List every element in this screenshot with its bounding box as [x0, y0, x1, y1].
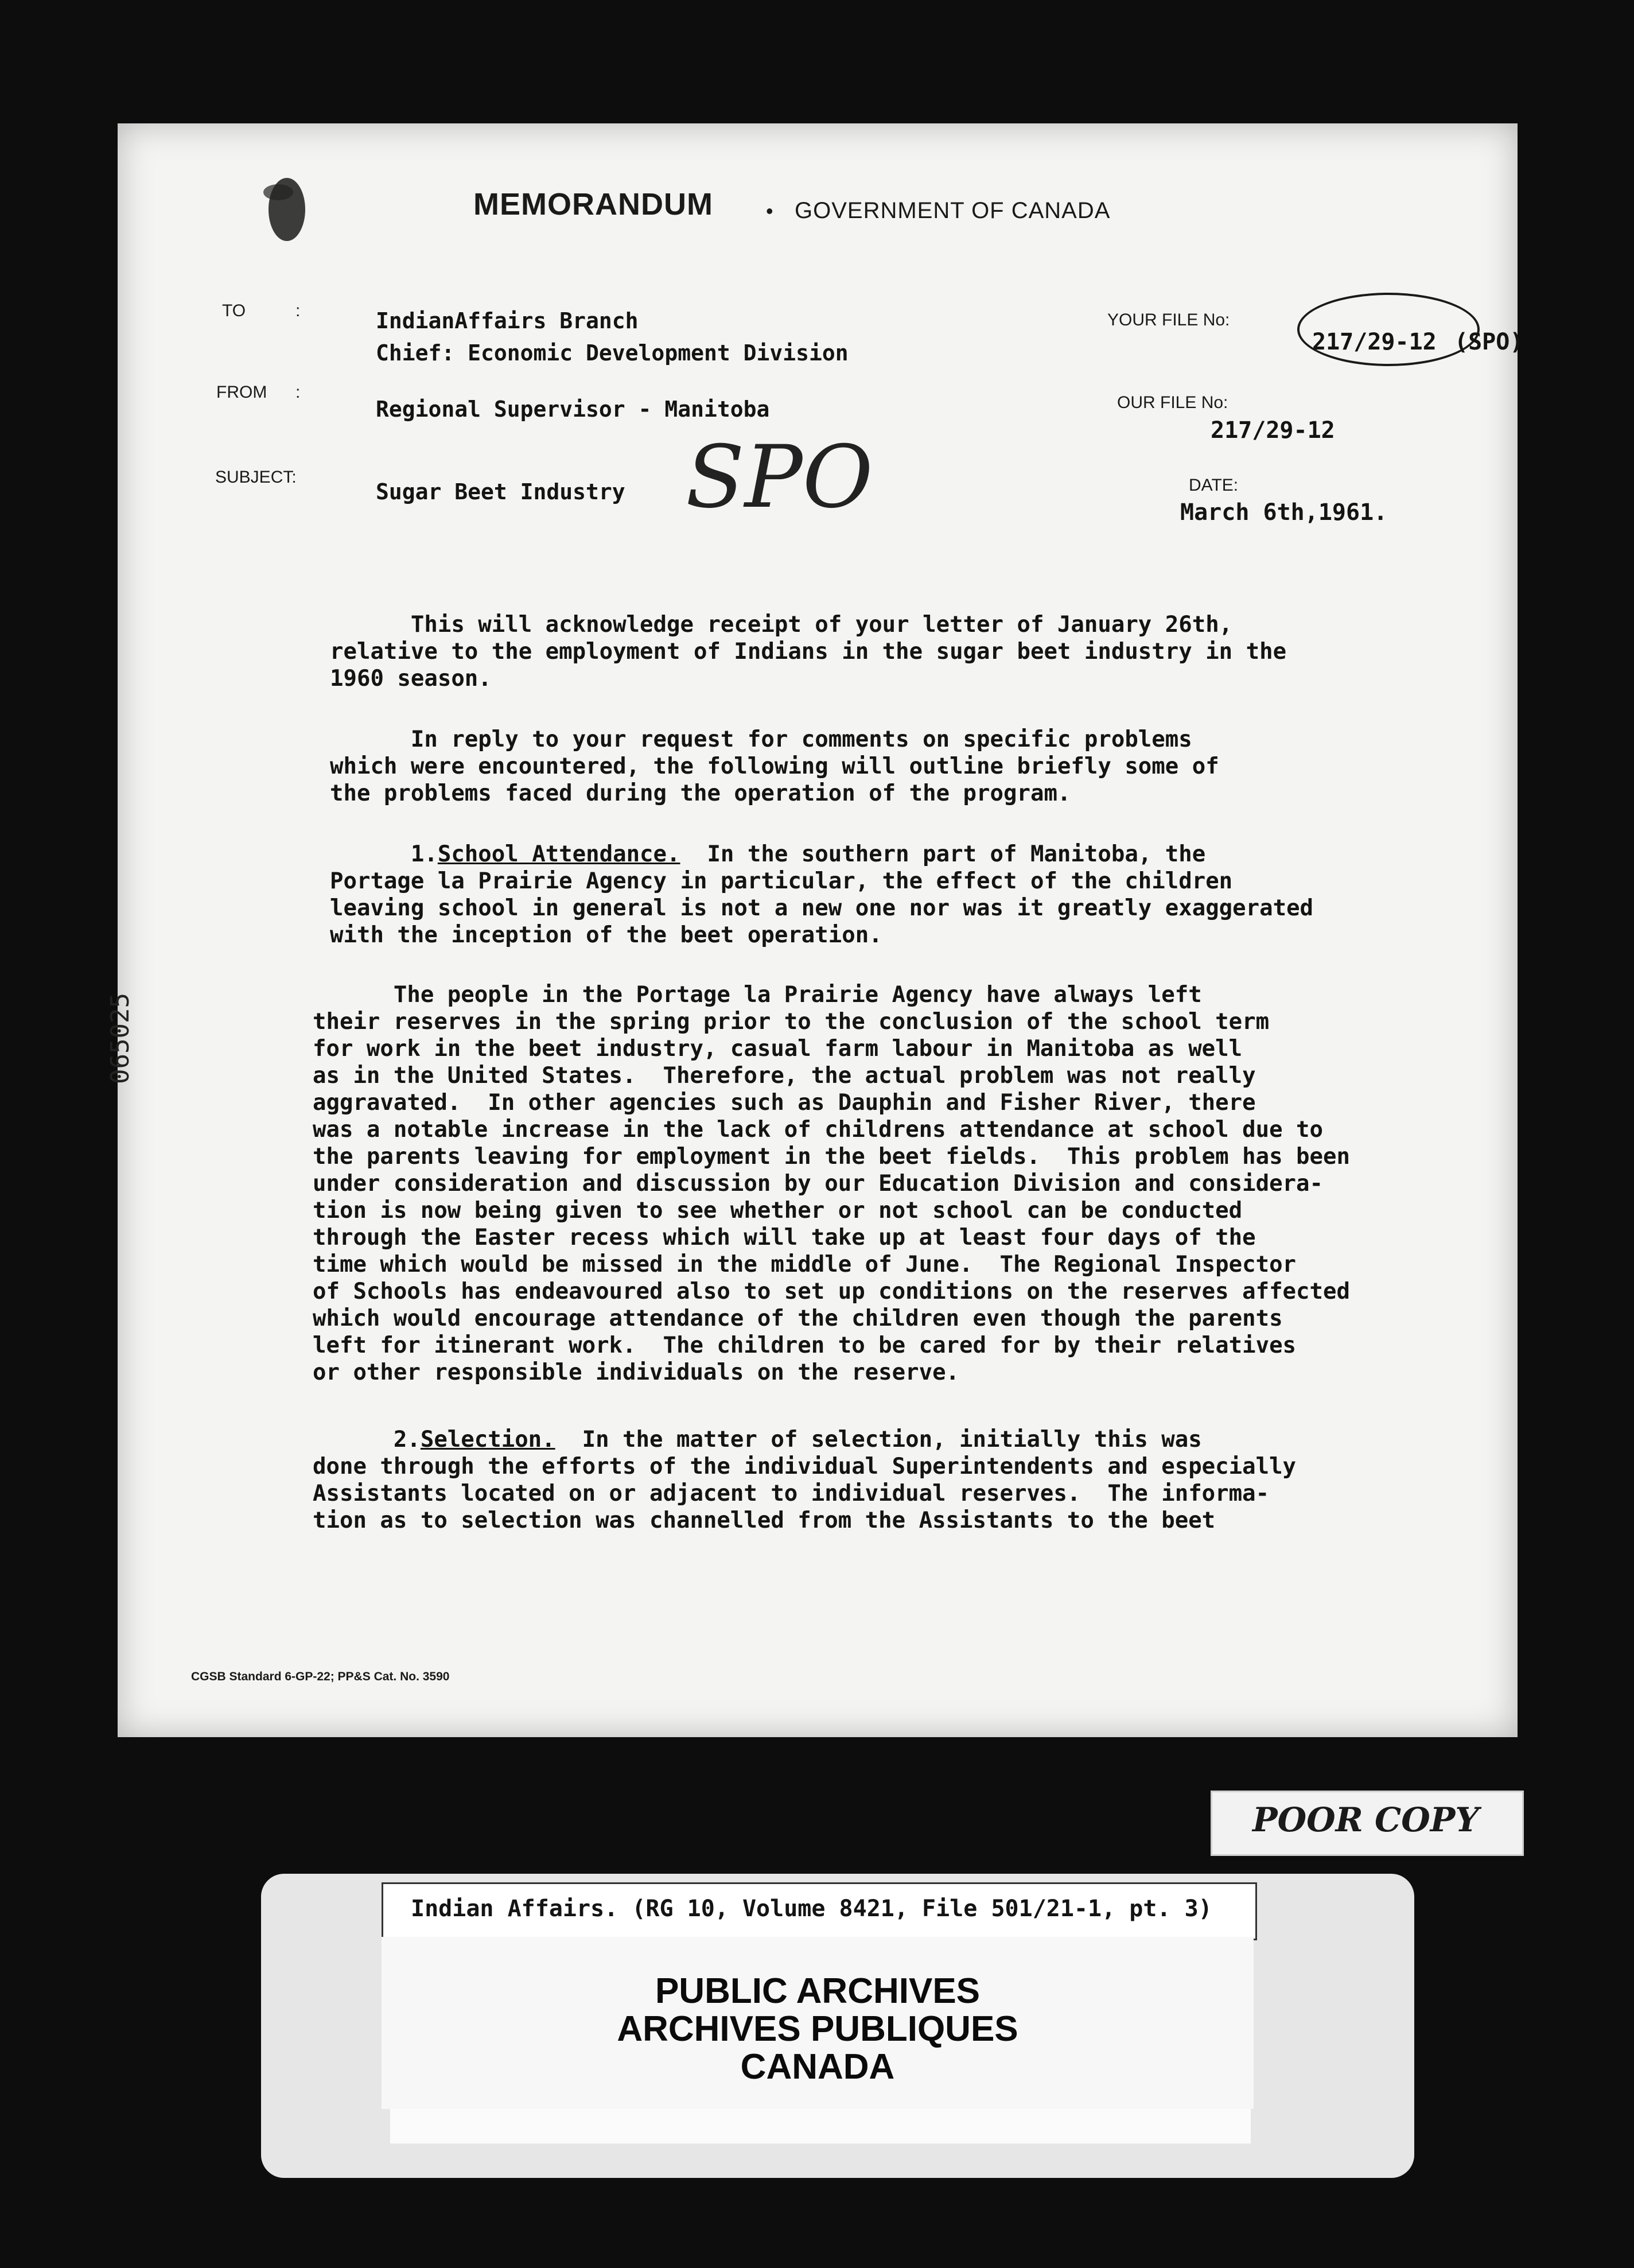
subject-value: Sugar Beet Industry — [376, 479, 625, 504]
title-separator: • — [766, 199, 773, 223]
margin-stamp-number — [92, 993, 135, 1105]
paragraph-acknowledgement: This will acknowledge receipt of your letter of January 26th, relative to the employment of Indians in the sugar beet industry in the 1960 season. — [330, 612, 1287, 692]
your-file-label: YOUR FILE No: — [1107, 310, 1230, 329]
to-line-2: Chief: Economic Development Division — [376, 340, 849, 366]
handwritten-spo: SPO — [686, 428, 873, 527]
section-1-first-line: In the southern part of Manitoba, the — [680, 841, 1206, 867]
date-label: DATE: — [1189, 476, 1239, 495]
date-value: March 6th,1961. — [1180, 499, 1388, 526]
public-archives-label — [382, 1937, 1254, 2109]
archive-line-2: ARCHIVES PUBLIQUES — [617, 2009, 1018, 2049]
from-colon: : — [295, 383, 301, 402]
section-school-attendance — [330, 841, 1313, 949]
your-file-value: 217/29-12 — [1312, 329, 1437, 355]
label-bottom-strip — [390, 2109, 1251, 2143]
section-heading-selection: Selection. — [420, 1427, 555, 1453]
archive-citation-box — [382, 1882, 1257, 1940]
to-colon: : — [295, 301, 301, 320]
paragraph-portage-agency: The people in the Portage la Prairie Agency have always left their reserves in the spring prior to the conclusion of the school term for work in the beet industry, casual farm labour in Manitoba as well as in the United States. Therefore, the actual problem was not really aggravated. In other agencies such as Dauphin and Fisher River, there was a notable increase in the lack of childrens attendance at school due to the parents leaving for employment in the beet fields. This problem has been under consideration and discussion by our Education Division and considera- tion is now being given to see whether or not school can be conducted through the Easter recess which will take up at least four days of the time which would be missed in the middle of June. The Regional Inspector of Schools has endeavoured also to set up conditions on the reserves affected which would encourage attendance of the children even though the parents left for itinerant work. The children to be cared for by their relatives or other responsible individuals on the reserve. — [313, 982, 1350, 1385]
archive-line-1: PUBLIC ARCHIVES — [655, 1971, 981, 2011]
section-heading-school-attendance: School Attendance. — [437, 841, 680, 867]
to-label: TO — [222, 301, 246, 320]
from-value: Regional Supervisor - Manitoba — [376, 397, 770, 422]
your-file-suffix: (SPO) — [1454, 329, 1524, 355]
archive-citation: Indian Affairs. (RG 10, Volume 8421, File 501/21-1, pt. 3) — [411, 1896, 1212, 1922]
subject-label: SUBJECT: — [215, 468, 297, 487]
memo-page — [118, 123, 1524, 1737]
section-number-2: 2. — [313, 1427, 421, 1453]
memo-title: MEMORANDUM — [473, 187, 713, 222]
section-selection — [313, 1426, 1296, 1534]
archive-line-3: CANADA — [740, 2047, 895, 2087]
from-label: FROM — [216, 383, 267, 402]
ink-stain-mark — [255, 169, 318, 267]
section-2-first-line: In the matter of selection, initially this was — [555, 1427, 1202, 1453]
our-file-value: 217/29-12 — [1211, 417, 1335, 444]
section-number-1: 1. — [330, 841, 438, 867]
paragraph-request: In reply to your request for comments on specific problems which were encountered, the following will outline briefly some of the problems faced during the operation of the program. — [330, 727, 1219, 806]
to-line-1: IndianAffairs Branch — [376, 308, 639, 333]
our-file-label: OUR FILE No: — [1117, 393, 1228, 412]
section-1-text: Portage la Prairie Agency in particular, the effect of the children leaving school in general is not a new one nor was it greatly exaggerated with the inception of the beet operation. — [330, 868, 1314, 948]
section-2-text: done through the efforts of the individual Superintendents and especially Assistants located on or adjacent to individual reserves. The informa- tion as to selection was channelled from the Assistants to the beet — [313, 1454, 1297, 1533]
poor-copy-text: POOR COPY — [1252, 1800, 1479, 1839]
margin-number-text: 065025 — [106, 993, 135, 1084]
memo-subtitle: GOVERNMENT OF CANADA — [795, 198, 1111, 223]
poor-copy-stamp — [1211, 1791, 1524, 1856]
form-standard-footer: CGSB Standard 6-GP-22; PP&S Cat. No. 3590 — [191, 1670, 450, 1683]
